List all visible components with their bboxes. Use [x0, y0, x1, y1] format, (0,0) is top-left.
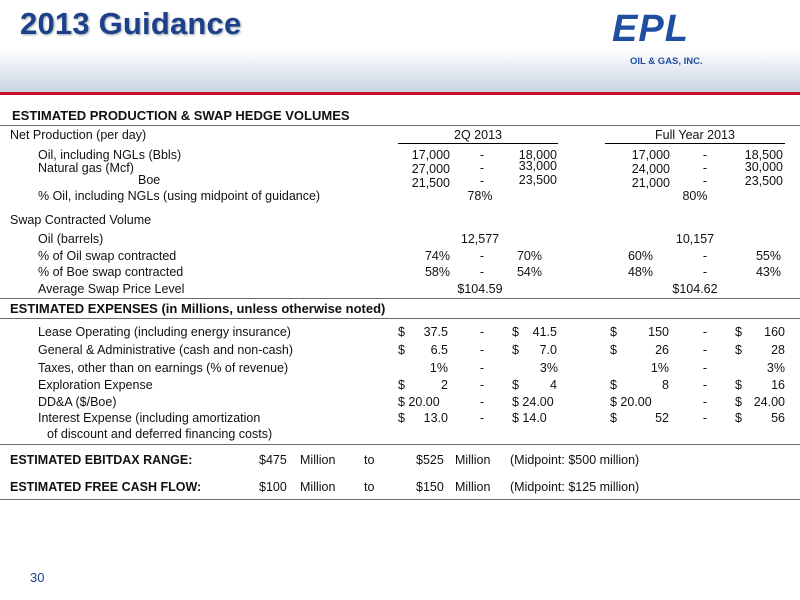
fy-dollar: $ — [610, 411, 617, 425]
ebitdax-high: $525 — [416, 453, 444, 467]
q-dollar: $ — [398, 411, 405, 425]
q-high: $ 14.0 — [512, 411, 547, 425]
fy-dash: - — [702, 148, 708, 162]
row-label: % of Boe swap contracted — [38, 265, 184, 279]
q-dash: - — [479, 249, 485, 263]
fy-high: 28 — [771, 343, 785, 357]
ebitdax-unit: Million — [455, 453, 491, 467]
row-label: Interest Expense (including amortization — [38, 411, 261, 425]
row-label: Lease Operating (including energy insurance) — [38, 325, 291, 339]
q-low: 74% — [424, 249, 450, 263]
ebitdax-midpoint: (Midpoint: $500 million) — [510, 453, 640, 467]
fy-low: 52 — [655, 411, 669, 425]
fy-dash: - — [702, 378, 708, 392]
q-dollar: $ — [512, 325, 519, 339]
column-header-2q2013: 2Q 2013 — [454, 128, 502, 142]
epl-logo — [612, 8, 727, 68]
fy-low: 1% — [650, 361, 669, 375]
row-label: % Oil, including NGLs (using midpoint of guidance) — [38, 189, 321, 203]
fy-dollar: $ — [610, 378, 617, 392]
fy-dash: - — [702, 361, 708, 375]
row-label: % of Oil swap contracted — [38, 249, 177, 263]
fy-dash: - — [702, 174, 708, 188]
q-high: 23,500 — [518, 173, 557, 187]
q-high: 18,000 — [518, 148, 557, 162]
fcf-to: to — [364, 480, 375, 494]
q-dash: - — [479, 411, 485, 425]
q-dollar: $ — [398, 343, 405, 357]
column-underline — [398, 143, 558, 144]
fcf-high: $150 — [416, 480, 444, 494]
q-dash: - — [479, 395, 485, 409]
q-low: 17,000 — [411, 148, 450, 162]
fcf-midpoint: (Midpoint: $125 million) — [510, 480, 640, 494]
q-high: $ 24.00 — [512, 395, 554, 409]
fy-dash: - — [702, 161, 708, 175]
fcf-unit: Million — [300, 480, 336, 494]
section-divider — [0, 499, 800, 500]
q-low: 2 — [441, 378, 448, 392]
q-high: 41.5 — [532, 325, 557, 339]
fy-low: 150 — [648, 325, 669, 339]
q-low: 58% — [424, 265, 450, 279]
fy-low: 48% — [627, 265, 653, 279]
fy-dollar: $ — [735, 378, 742, 392]
ebitdax-low: $475 — [259, 453, 287, 467]
fy-low: 8 — [662, 378, 669, 392]
row-label-continued: of discount and deferred financing costs) — [47, 427, 273, 441]
fy-value: $104.62 — [672, 282, 718, 296]
q-value: 12,577 — [460, 232, 500, 246]
q-dash: - — [479, 174, 485, 188]
q-dash: - — [479, 325, 485, 339]
row-label: Oil, including NGLs (Bbls) — [38, 148, 182, 162]
fy-low: 24,000 — [631, 162, 670, 176]
row-label: Boe — [138, 173, 161, 187]
header-divider — [0, 92, 800, 95]
fy-value: 80% — [682, 189, 708, 203]
fy-dollar: $ — [735, 325, 742, 339]
section-production-title: ESTIMATED PRODUCTION & SWAP HEDGE VOLUMES — [12, 108, 350, 123]
swap-section-title: Swap Contracted Volume — [10, 213, 152, 227]
q-dollar: $ — [512, 343, 519, 357]
q-low: 37.5 — [423, 325, 448, 339]
q-dollar: $ — [512, 378, 519, 392]
fcf-low: $100 — [259, 480, 287, 494]
q-low: 27,000 — [411, 162, 450, 176]
q-low: $ 20.00 — [398, 395, 440, 409]
q-dash: - — [479, 265, 485, 279]
ebitdax-unit: Million — [300, 453, 336, 467]
fy-high: 56 — [771, 411, 785, 425]
slide-title: 2013 Guidance — [20, 6, 242, 41]
fy-high: 3% — [766, 361, 785, 375]
fy-dash: - — [702, 343, 708, 357]
q-value: 78% — [467, 189, 493, 203]
q-dash: - — [479, 378, 485, 392]
fy-low: $ 20.00 — [610, 395, 652, 409]
fy-high: 18,500 — [744, 148, 783, 162]
ebitdax-to: to — [364, 453, 375, 467]
fy-dollar: $ — [610, 343, 617, 357]
row-label: Natural gas (Mcf) — [38, 161, 134, 175]
fy-dash: - — [702, 411, 708, 425]
fy-dash: - — [702, 395, 708, 409]
row-label: Taxes, other than on earnings (% of revenue) — [38, 361, 289, 375]
q-dash: - — [479, 361, 485, 375]
row-label: Oil (barrels) — [38, 232, 104, 246]
q-dollar: $ — [398, 325, 405, 339]
row-label: DD&A ($/Boe) — [38, 395, 117, 409]
fy-dollar: $ — [735, 395, 742, 409]
fy-dash: - — [702, 325, 708, 339]
fy-high: 43% — [755, 265, 781, 279]
fy-value: 10,157 — [675, 232, 715, 246]
q-high: 54% — [516, 265, 542, 279]
net-production-label: Net Production (per day) — [10, 128, 147, 142]
q-dash: - — [479, 148, 485, 162]
fy-low: 26 — [655, 343, 669, 357]
q-value: $104.59 — [457, 282, 503, 296]
q-high: 3% — [539, 361, 558, 375]
q-high: 33,000 — [518, 159, 557, 173]
fy-dash: - — [702, 265, 708, 279]
q-low: 13.0 — [423, 411, 448, 425]
fy-low: 60% — [627, 249, 653, 263]
section-divider — [0, 444, 800, 445]
section-expenses-title: ESTIMATED EXPENSES (in Millions, unless otherwise noted) — [10, 301, 386, 316]
q-low: 1% — [429, 361, 448, 375]
fy-high: 16 — [771, 378, 785, 392]
fy-low: 21,000 — [631, 176, 670, 190]
column-header-fy2013: Full Year 2013 — [655, 128, 735, 142]
fy-high: 160 — [764, 325, 785, 339]
q-high: 4 — [550, 378, 557, 392]
fy-high: 30,000 — [744, 160, 783, 174]
section-divider — [0, 318, 800, 319]
fy-low: 17,000 — [631, 148, 670, 162]
q-dash: - — [479, 161, 485, 175]
slide-header — [0, 0, 800, 92]
fy-high: 55% — [755, 249, 781, 263]
fy-dollar: $ — [735, 343, 742, 357]
fy-dash: - — [702, 249, 708, 263]
fy-dollar: $ — [735, 411, 742, 425]
page-number: 30 — [30, 570, 45, 585]
q-dash: - — [479, 343, 485, 357]
section-divider — [0, 125, 800, 126]
q-high: 70% — [516, 249, 542, 263]
fy-high: 24.00 — [753, 395, 785, 409]
q-low: 21,500 — [411, 176, 450, 190]
row-label: Exploration Expense — [38, 378, 153, 392]
q-low: 6.5 — [430, 343, 448, 357]
logo-wordmark: EPL — [612, 8, 689, 50]
q-dollar: $ — [398, 378, 405, 392]
fcf-unit: Million — [455, 480, 491, 494]
row-label: General & Administrative (cash and non-cash) — [38, 343, 293, 357]
fcf-label: ESTIMATED FREE CASH FLOW: — [10, 480, 202, 494]
fy-dollar: $ — [610, 325, 617, 339]
ebitdax-label: ESTIMATED EBITDAX RANGE: — [10, 453, 193, 467]
column-underline — [605, 143, 785, 144]
logo-subtitle: OIL & GAS, INC. — [630, 56, 703, 67]
row-label: Average Swap Price Level — [38, 282, 185, 296]
fy-high: 23,500 — [744, 174, 783, 188]
q-high: 7.0 — [539, 343, 557, 357]
section-divider — [0, 298, 800, 299]
